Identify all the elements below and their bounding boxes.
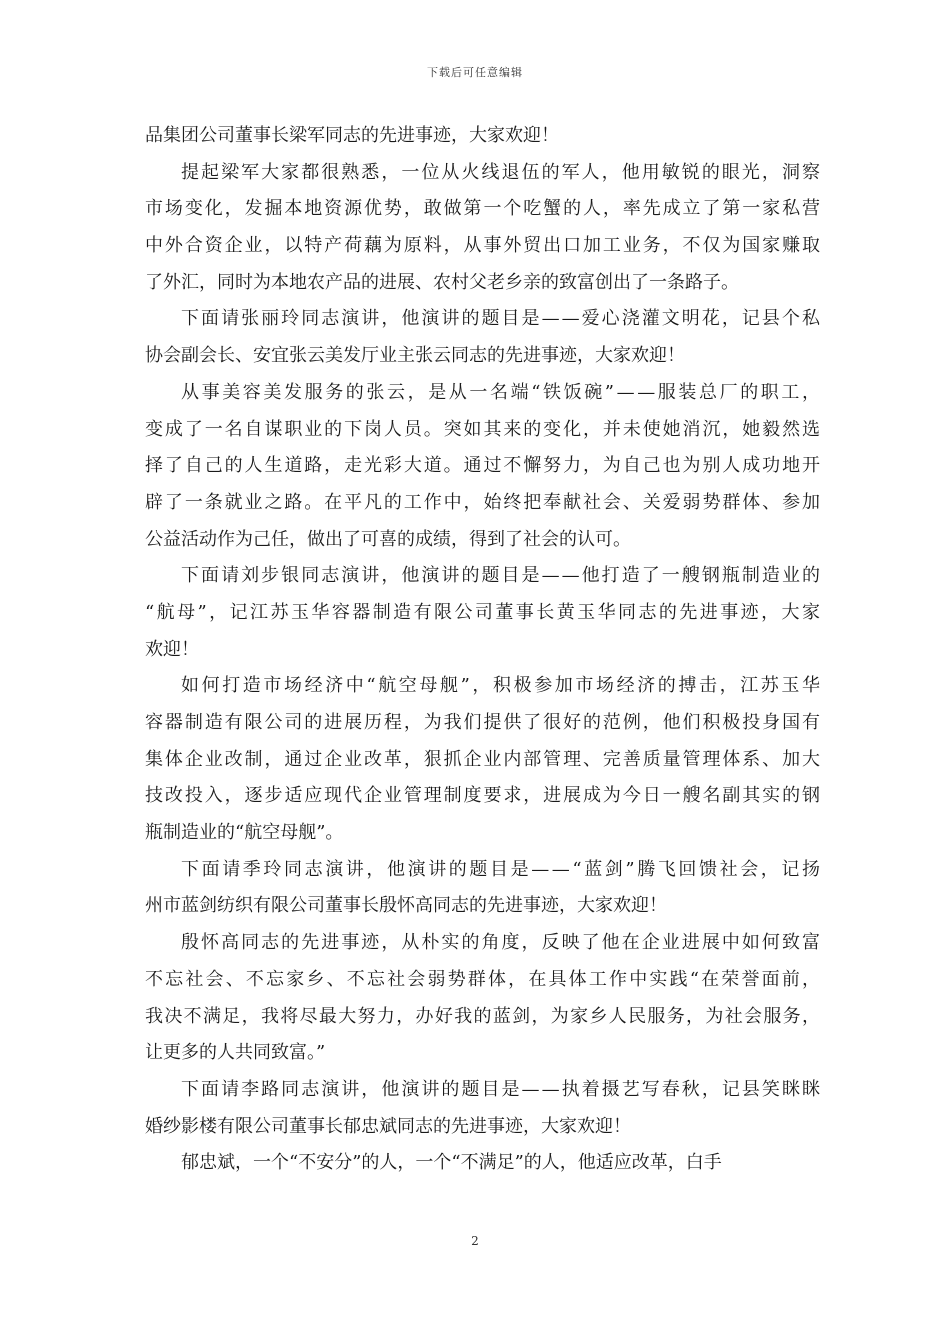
page-number: 2 [471,1234,479,1248]
text-line: 下面请刘步银同志演讲，他演讲的题目是——他打造了一艘钢瓶制造业的 [181,565,823,587]
text-line: 殷怀高同志的先进事迹，从朴实的角度，反映了他在企业进展中如何致富 [181,932,823,954]
text-line: 集体企业改制，通过企业改革，狠抓企业内部管理、完善质量管理体系、加大 [145,748,822,770]
text-line: 下面请张丽玲同志演讲，他演讲的题目是——爱心浇灌文明花，记县个私 [181,308,823,330]
text-line: 品集团公司董事长梁军同志的先进事迹，大家欢迎！ [145,125,559,146]
text-line: 下面请李路同志演讲，他演讲的题目是——执着摄艺写春秋，记县笑眯眯 [181,1078,823,1100]
text-line: 辟了一条就业之路。在平凡的工作中，始终把奉献社会、关爱弱势群体、参加 [145,491,822,513]
text-line: 欢迎！ [145,638,199,660]
text-line: 下面请季玲同志演讲，他演讲的题目是——“蓝剑”腾飞回馈社会，记扬 [181,858,823,880]
text-line: 协会副会长、安宜张云美发厅业主张云同志的先进事迹，大家欢迎！ [145,345,685,367]
text-line: 我决不满足，我将尽最大努力，办好我的蓝剑，为家乡人民服务，为社会服务， [145,1005,822,1027]
text-line: 瓶制造业的“航空母舰”。 [145,822,344,844]
text-line: 州市蓝剑纺织有限公司董事长殷怀高同志的先进事迹，大家欢迎！ [145,895,667,917]
text-line: 婚纱影楼有限公司董事长郁忠斌同志的先进事迹，大家欢迎！ [145,1115,631,1137]
text-line: 技改投入，逐步适应现代企业管理制度要求，进展成为今日一艘名副其实的钢 [145,785,822,807]
text-line: 郁忠斌，一个“不安分”的人，一个“不满足”的人，他适应改革，白手 [181,1152,722,1174]
text-line: 让更多的人共同致富。” [145,1042,326,1064]
text-line: 提起梁军大家都很熟悉，一位从火线退伍的军人，他用敏锐的眼光，洞察 [181,161,823,183]
text-line: 不忘社会、不忘家乡、不忘社会弱势群体，在具体工作中实践“在荣誉面前， [145,968,823,990]
document-body [145,118,823,1182]
text-line: 择了自己的人生道路，走光彩大道。通过不懈努力，为自己也为别人成功地开 [145,455,822,477]
text-line: 市场变化，发掘本地资源优势，敢做第一个吃蟹的人，率先成立了第一家私营 [145,198,822,220]
text-line: 从事美容美发服务的张云，是从一名端“铁饭碗”——服装总厂的职工， [181,381,823,403]
page-header: 下载后可任意编辑 [427,66,523,79]
text-line: 如何打造市场经济中“航空母舰”，积极参加市场经济的搏击，江苏玉华 [181,675,823,697]
text-line: 容器制造有限公司的进展历程，为我们提供了很好的范例，他们积极投身国有 [145,712,822,733]
text-line: “航母”，记江苏玉华容器制造有限公司董事长黄玉华同志的先进事迹，大家 [145,601,823,623]
text-line: 中外合资企业，以特产荷藕为原料，从事外贸出口加工业务，不仅为国家赚取 [145,235,822,257]
text-line: 公益活动作为己任，做出了可喜的成绩，得到了社会的认可。 [145,528,631,550]
text-line: 变成了一名自谋职业的下岗人员。突如其来的变化，并未使她消沉，她毅然选 [145,418,822,440]
text-line: 了外汇，同时为本地农产品的进展、农村父老乡亲的致富创出了一条路子。 [145,271,739,293]
